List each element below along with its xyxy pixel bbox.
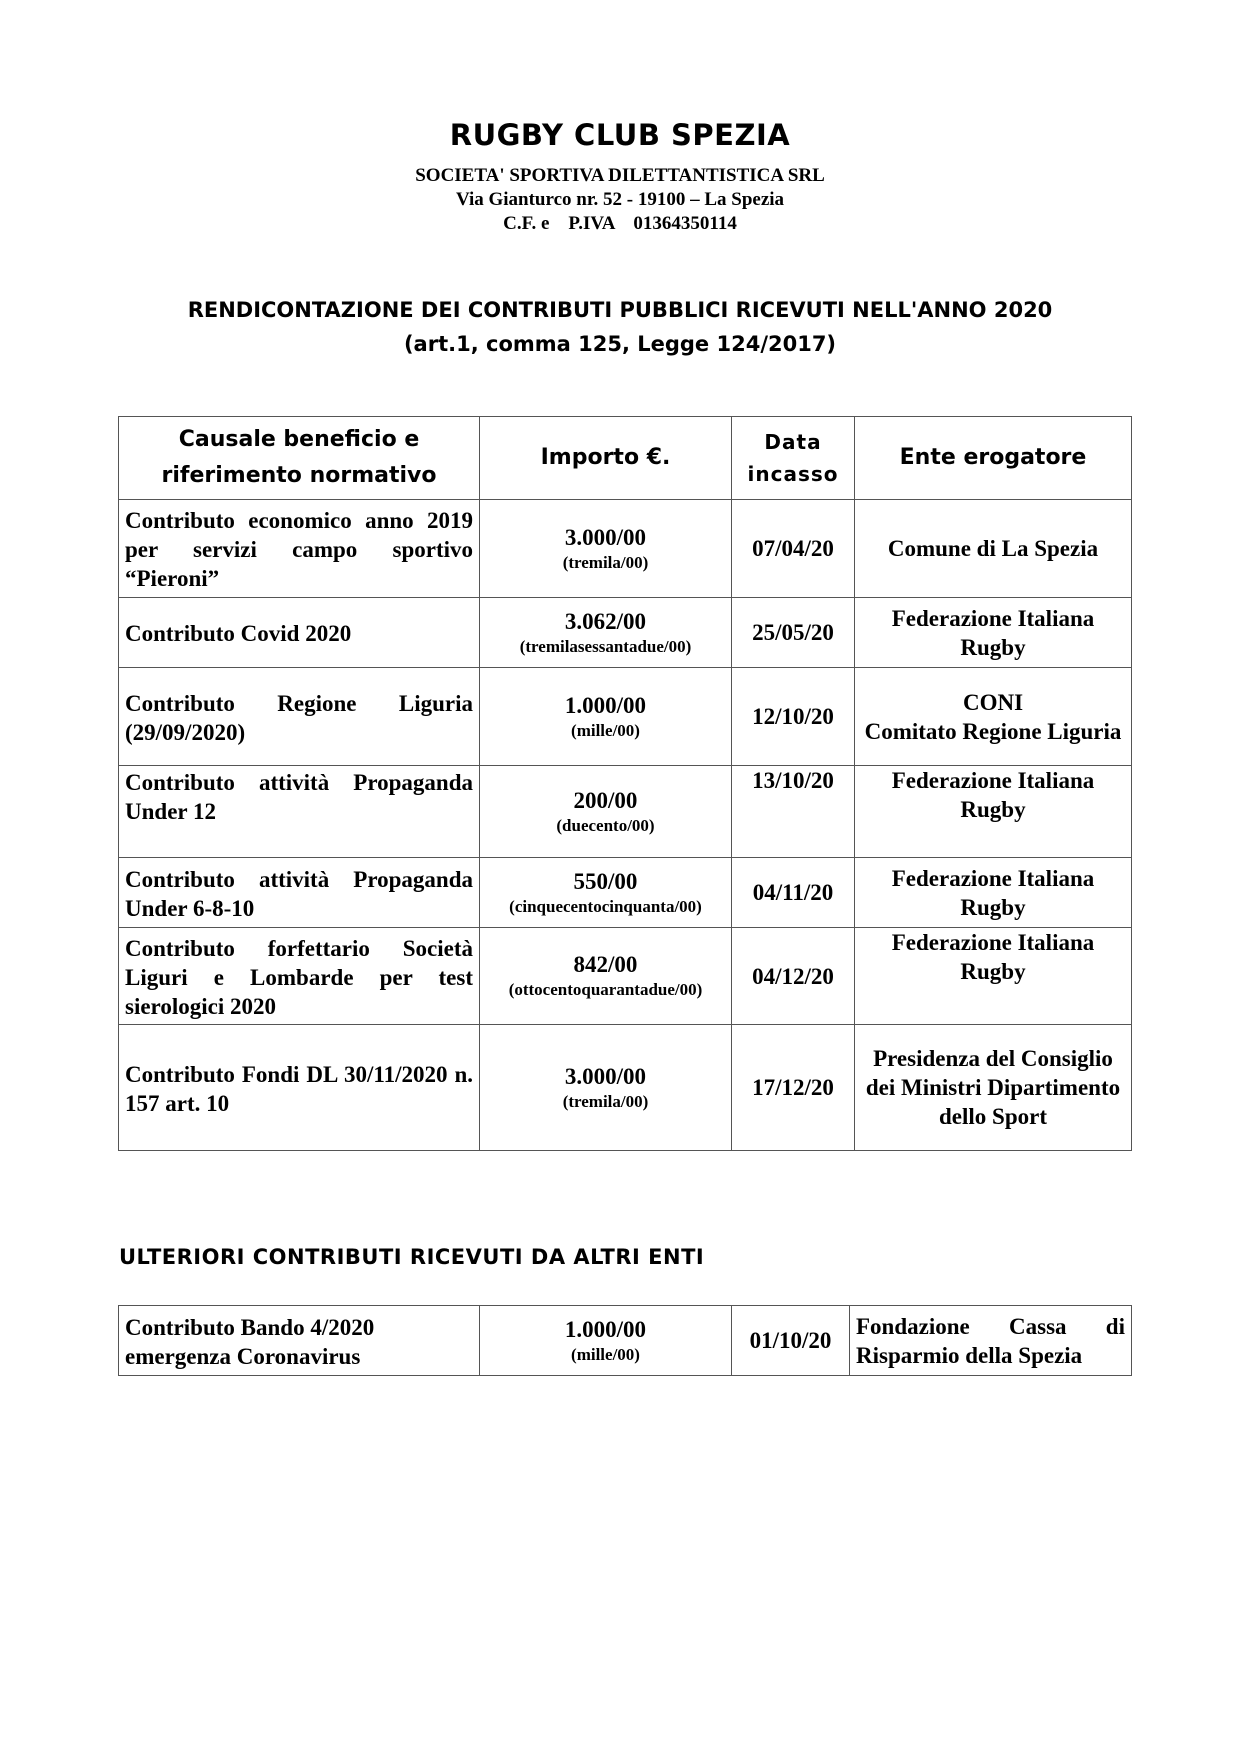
ente-cell: Federazione Italiana Rugby bbox=[855, 858, 1132, 928]
ente-cell: Comune di La Spezia bbox=[855, 500, 1132, 598]
report-reference: (art.1, comma 125, Legge 124/2017) bbox=[403, 332, 837, 356]
importo-cell: 550/00 (cinquecentocinquanta/00) bbox=[480, 858, 732, 928]
data-cell: 12/10/20 bbox=[732, 668, 855, 766]
data-cell: 07/04/20 bbox=[732, 500, 855, 598]
causale-cell: Contributo Covid 2020 bbox=[119, 598, 480, 668]
table-row bbox=[119, 858, 1132, 928]
club-name: RUGBY CLUB SPEZIA bbox=[449, 118, 791, 152]
data-cell: 04/11/20 bbox=[732, 858, 855, 928]
data-cell: 13/10/20 bbox=[732, 766, 855, 858]
ente-cell: Fondazione Cassa di Risparmio della Spezia bbox=[850, 1306, 1132, 1376]
causale-cell: Contributo forfettario Società Liguri e Lombarde per test sierologici 2020 bbox=[119, 928, 480, 1025]
company-type: SOCIETA' SPORTIVA DILETTANTISTICA SRL bbox=[415, 165, 825, 186]
importo-cell: 1.000/00 (mille/00) bbox=[480, 668, 732, 766]
ente-cell: CONI Comitato Regione Liguria bbox=[855, 668, 1132, 766]
data-cell: 25/05/20 bbox=[732, 598, 855, 668]
table-header-row bbox=[119, 417, 1132, 500]
importo-cell: 1.000/00 (mille/00) bbox=[480, 1306, 732, 1376]
causale-cell: Contributo Regione Liguria (29/09/2020) bbox=[119, 668, 480, 766]
ente-cell: Federazione Italiana Rugby bbox=[855, 598, 1132, 668]
table-row bbox=[119, 668, 1132, 766]
ente-cell: Presidenza del Consiglio dei Ministri Dipartimento dello Sport bbox=[855, 1025, 1132, 1151]
data-cell: 01/10/20 bbox=[732, 1306, 850, 1376]
causale-cell: Contributo Bando 4/2020 emergenza Coronavirus bbox=[119, 1306, 480, 1376]
table-row bbox=[119, 1025, 1132, 1151]
importo-cell: 842/00 (ottocentoquarantadue/00) bbox=[480, 928, 732, 1025]
causale-cell: Contributo attività Propaganda Under 12 bbox=[119, 766, 480, 858]
table-row bbox=[119, 1306, 1132, 1376]
contributions-table bbox=[118, 416, 1132, 1151]
table-row bbox=[119, 598, 1132, 668]
ente-cell: Federazione Italiana Rugby bbox=[855, 766, 1132, 858]
data-cell: 04/12/20 bbox=[732, 928, 855, 1025]
causale-cell: Contributo Fondi DL 30/11/2020 n. 157 art. 10 bbox=[119, 1025, 480, 1151]
tax-ids: C.F. e P.IVA 01364350114 bbox=[503, 213, 737, 234]
ente-cell: Federazione Italiana Rugby bbox=[855, 928, 1132, 1025]
data-cell: 17/12/20 bbox=[732, 1025, 855, 1151]
other-contributions-table bbox=[118, 1305, 1132, 1376]
header-ente: Ente erogatore bbox=[855, 417, 1132, 500]
causale-cell: Contributo attività Propaganda Under 6-8-10 bbox=[119, 858, 480, 928]
table-row bbox=[119, 928, 1132, 1025]
importo-cell: 3.062/00 (tremilasessantadue/00) bbox=[480, 598, 732, 668]
header-importo: Importo €. bbox=[480, 417, 732, 500]
table-row bbox=[119, 500, 1132, 598]
header-causale: Causale beneficio e riferimento normativo bbox=[119, 417, 480, 500]
causale-cell: Contributo economico anno 2019 per servizi campo sportivo “Pieroni” bbox=[119, 500, 480, 598]
importo-cell: 200/00 (duecento/00) bbox=[480, 766, 732, 858]
report-title: RENDICONTAZIONE DEI CONTRIBUTI PUBBLICI RICEVUTI NELL'ANNO 2020 bbox=[187, 298, 1053, 322]
importo-cell: 3.000/00 (tremila/00) bbox=[480, 500, 732, 598]
importo-cell: 3.000/00 (tremila/00) bbox=[480, 1025, 732, 1151]
club-address: Via Gianturco nr. 52 - 19100 – La Spezia bbox=[455, 189, 785, 210]
other-contributions-title: ULTERIORI CONTRIBUTI RICEVUTI DA ALTRI ENTI bbox=[119, 1245, 705, 1269]
table-row bbox=[119, 766, 1132, 858]
header-data: Data incasso bbox=[732, 417, 855, 500]
